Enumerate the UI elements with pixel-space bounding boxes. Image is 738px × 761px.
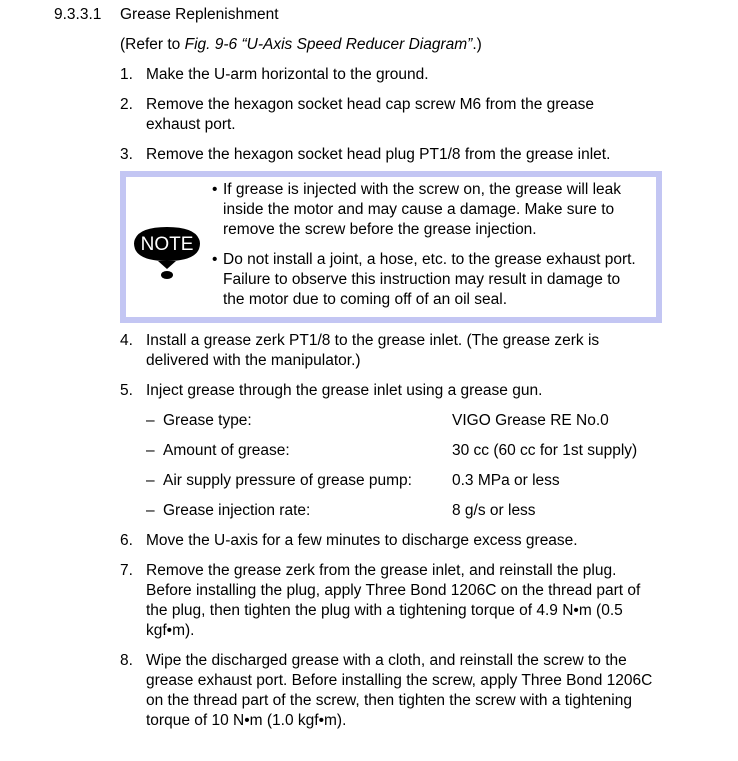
step-number: 5.: [120, 382, 133, 399]
step-text: Remove the hexagon socket head cap screw M6 from the grease exhaust port.: [146, 96, 595, 133]
figure-reference: [120, 35, 482, 55]
step-text: Remove the hexagon socket head plug PT1/8 from the grease inlet.: [146, 146, 611, 163]
section-title: Grease Replenishment: [120, 6, 279, 23]
step-text: Install a grease zerk PT1/8 to the grease inlet. (The grease zerk is delivered with the manipulator.): [146, 332, 600, 369]
spec-value: 30 cc (60 cc for 1st supply): [452, 442, 638, 459]
section-number: 9.3.3.1: [54, 6, 102, 23]
note-box: [120, 171, 662, 323]
note-bullet-text: Do not install a joint, a hose, etc. to the grease exhaust port. Failure to observe this instruction may result in damage to the motor due to coming off of an oil seal.: [223, 251, 636, 308]
spec-dash: –: [146, 412, 155, 429]
step-text: Inject grease through the grease inlet using a grease gun.: [146, 382, 543, 399]
spec-value: VIGO Grease RE No.0: [452, 412, 609, 429]
step-number: 3.: [120, 146, 133, 163]
note-icon: [132, 223, 202, 281]
refer-prefix: (Refer to: [120, 36, 185, 53]
spec-label: Air supply pressure of grease pump:: [163, 472, 412, 489]
spec-value: 0.3 MPa or less: [452, 472, 560, 489]
note-bullet-text: If grease is injected with the screw on, the grease will leak inside the motor and may cause a damage. Make sure to remove the screw before the grease injection.: [223, 181, 622, 238]
step-text: Move the U-axis for a few minutes to discharge excess grease.: [146, 532, 578, 549]
spec-dash: –: [146, 472, 155, 489]
step-text: Wipe the discharged grease with a cloth, and reinstall the screw to the grease exhaust port. Before installing the screw, apply Three Bond 1206C on the thread part of the screw, then tighten the screw with a tightening torque of 10 N•m (1.0 kgf•m).: [146, 652, 653, 729]
figure-link: Fig. 9-6 “U-Axis Speed Reducer Diagram”: [184, 36, 473, 53]
spec-dash: –: [146, 442, 155, 459]
note-icon-label: NOTE: [140, 234, 194, 255]
bullet-dot: •: [212, 251, 218, 268]
step-number: 2.: [120, 96, 133, 113]
spec-label: Grease type:: [163, 412, 252, 429]
step-number: 7.: [120, 562, 133, 579]
step-number: 6.: [120, 532, 133, 549]
step-number: 8.: [120, 652, 133, 669]
bullet-dot: •: [212, 181, 218, 198]
step-number: 4.: [120, 332, 133, 349]
refer-suffix: .): [472, 36, 482, 53]
step-number: 1.: [120, 66, 133, 83]
spec-label: Grease injection rate:: [163, 502, 311, 519]
step-text: Make the U-arm horizontal to the ground.: [146, 66, 429, 83]
spec-value: 8 g/s or less: [452, 502, 536, 519]
spec-dash: –: [146, 502, 155, 519]
spec-label: Amount of grease:: [163, 442, 290, 459]
step-text: Remove the grease zerk from the grease inlet, and reinstall the plug. Before installing the plug, apply Three Bond 1206C on the thread part of the plug, then tighten the plug with a tightening torque of 4.9 N•m (0.5 kgf•m).: [146, 562, 641, 639]
